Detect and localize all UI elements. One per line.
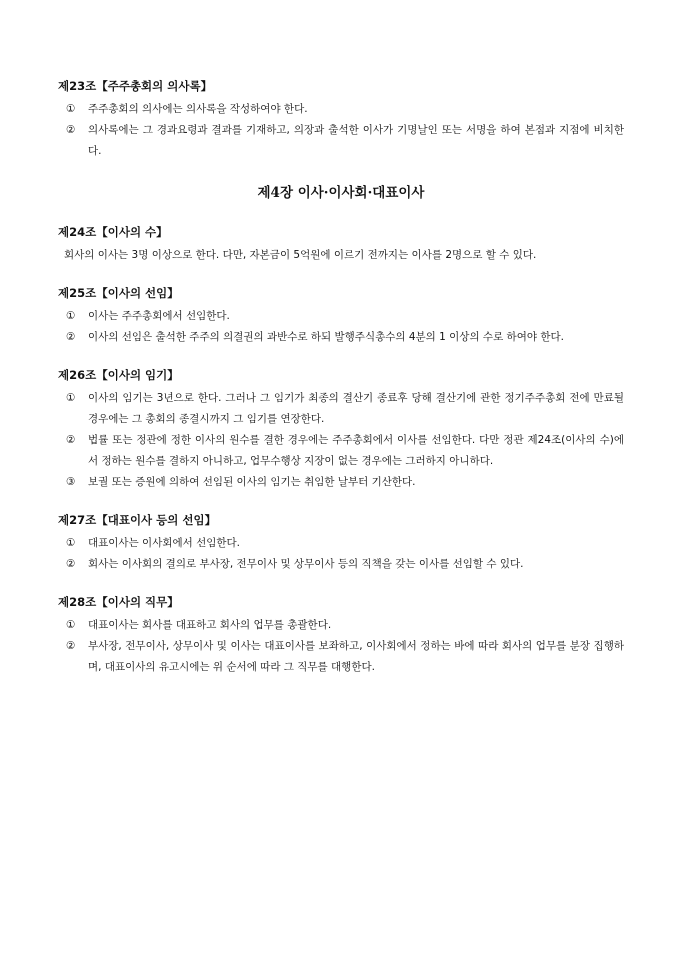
clause-number: ② [66,558,76,570]
article-clause [58,430,624,472]
article [58,367,624,493]
article-title: 제27조【대표이사 등의 선임】 [58,513,217,527]
article-clause [58,120,624,162]
article-clause [58,533,624,554]
clause-number: ① [66,619,76,631]
article-title: 제28조【이사의 직무】 [58,595,179,609]
article-body: 회사의 이사는 3명 이상으로 한다. 다만, 자본금이 5억원에 이르기 전까지는 이사를 2명으로 할 수 있다. [64,249,537,261]
clause-text: 부사장, 전무이사, 상무이사 및 이사는 대표이사를 보좌하고, 이사회에서 정하는 바에 따라 회사의 업무를 분장 집행하며, 대표이사의 유고시에는 위 순서에 따라 그 직무를 대행한다. [88,640,624,673]
clause-number: ② [66,331,76,343]
clause-number: ② [66,124,76,136]
clause-number: ① [66,103,76,115]
article-clause [58,306,624,327]
clause-text: 주주총회의 의사에는 의사록을 작성하여야 한다. [88,103,308,115]
article [58,594,624,678]
articles-before-chapter [58,78,624,162]
clause-number: ① [66,310,76,322]
article-title: 제25조【이사의 선임】 [58,286,179,300]
clause-text: 법률 또는 정관에 정한 이사의 원수를 결한 경우에는 주주총회에서 이사를 선임한다. 다만 정관 제24조(이사의 수)에서 정하는 원수를 결하지 아니하고, 업무수행상 지장이 없는 경우에는 그러하지 아니하다. [88,434,624,467]
article-clause [58,615,624,636]
clause-text: 대표이사는 이사회에서 선임한다. [88,537,241,549]
clause-text: 대표이사는 회사를 대표하고 회사의 업무를 총괄한다. [88,619,332,631]
article-clause [58,636,624,678]
clause-number: ① [66,392,76,404]
articles-after-chapter [58,285,624,678]
article-24 [58,224,624,266]
clause-number: ② [66,434,76,446]
chapter-title: 제4장 이사·이사회·대표이사 [257,185,425,201]
clause-text: 회사는 이사회의 결의로 부사장, 전무이사 및 상무이사 등의 직책을 갖는 이사를 선임할 수 있다. [88,558,524,570]
article-clause [58,472,624,493]
article-title: 제26조【이사의 임기】 [58,368,179,382]
article-title: 제23조【주주총회의 의사록】 [58,79,213,93]
article [58,78,624,162]
document-page [58,78,624,697]
clause-number: ② [66,640,76,652]
clause-number: ① [66,537,76,549]
clause-text: 이사는 주주총회에서 선임한다. [88,310,230,322]
article-clause [58,388,624,430]
clause-text: 이사의 임기는 3년으로 한다. 그러나 그 임기가 최종의 결산기 종료후 당해 결산기에 관한 정기주주총회 전에 만료될 경우에는 그 총회의 종결시까지 그 임기를 연장한다. [88,392,624,425]
article [58,285,624,348]
article [58,512,624,575]
article-clause [58,327,624,348]
clause-text: 보궐 또는 증원에 의하여 선임된 이사의 임기는 취임한 날부터 기산한다. [88,476,416,488]
clause-text: 의사록에는 그 경과요령과 결과를 기재하고, 의장과 출석한 이사가 기명날인 또는 서명을 하여 본점과 지점에 비치한다. [88,124,624,157]
article-clause [58,554,624,575]
clause-number: ③ [66,476,76,488]
article-clause [58,99,624,120]
article-title: 제24조【이사의 수】 [58,225,168,239]
clause-text: 이사의 선임은 출석한 주주의 의결권의 과반수로 하되 발행주식총수의 4분의 1 이상의 수로 하여야 한다. [88,331,564,343]
